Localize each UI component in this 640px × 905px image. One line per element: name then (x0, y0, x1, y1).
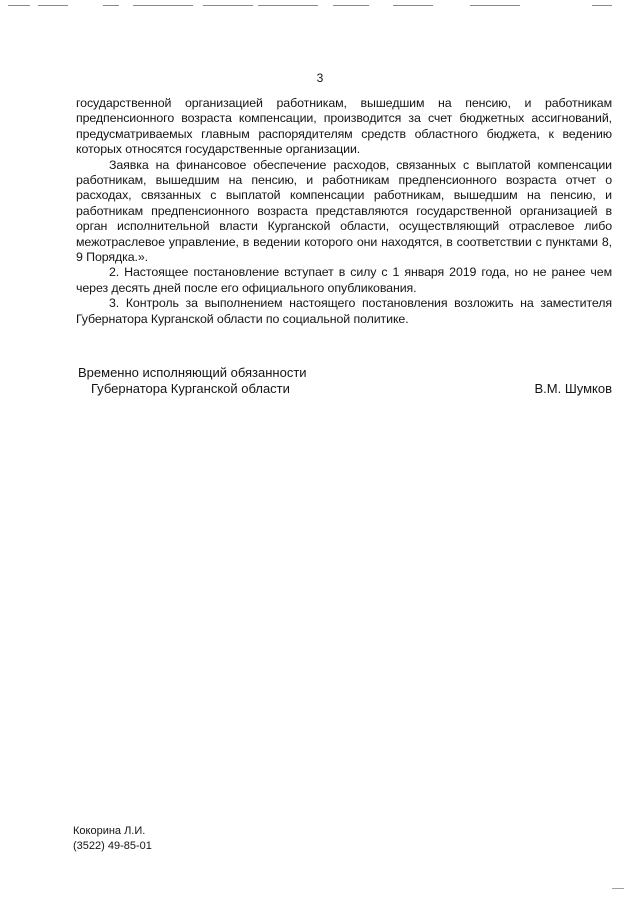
scan-artifact-line (470, 5, 520, 6)
scan-artifact-line (133, 5, 193, 6)
scan-artifact-line (258, 5, 318, 6)
signatory-name: В.М. Шумков (534, 381, 612, 396)
scan-artifact-line (592, 5, 612, 6)
signatory-title-line-1: Временно исполняющий обязанности (78, 365, 307, 380)
executor-name: Кокорина Л.И. (73, 825, 146, 837)
scan-artifact-line (203, 5, 253, 6)
scan-artifact-mark (612, 888, 624, 889)
scan-artifact-line (38, 5, 68, 6)
page-number: 3 (316, 71, 324, 85)
scan-artifact-line (103, 5, 119, 6)
signatory-title-line-2: Губернатора Курганской области (91, 381, 290, 396)
scan-artifact-line (8, 5, 30, 6)
document-body (76, 96, 612, 327)
executor-contact (73, 824, 152, 854)
scan-artifact-line (393, 5, 433, 6)
paragraph: Заявка на финансовое обеспечение расходов, связанных с выплатой компенсации работникам, вышедшим на пенсию, и работникам предпенсионного возраста отчет о расходах, связанных с выплатой компенсации работникам, вышедшим на пенсию, и работникам предпенсионного возраста представляются государственной организацией в орган исполнительной власти Курганской области, осуществляющий отраслевое либо межотраслевое управление, в ведении которого они находятся, в соответствии с пунктами 8, 9 Порядка.». (76, 157, 612, 265)
executor-phone: (3522) 49-85-01 (73, 840, 152, 852)
scan-artifact-line (333, 5, 369, 6)
paragraph: 3. Контроль за выполнением настоящего постановления возложить на заместителя Губернатора Курганской области по социальной политике. (76, 296, 612, 326)
paragraph: государственной организацией работникам, вышедшим на пенсию, и работникам предпенсионного возраста компенсации, производится за счет бюджетных ассигнований, предусматриваемых главным распорядителям средств областного бюджета, к ведению которых относятся государственные организации. (76, 96, 612, 157)
paragraph: 2. Настоящее постановление вступает в силу с 1 января 2019 года, но не ранее чем через десять дней после его официального опубликования. (76, 265, 612, 295)
